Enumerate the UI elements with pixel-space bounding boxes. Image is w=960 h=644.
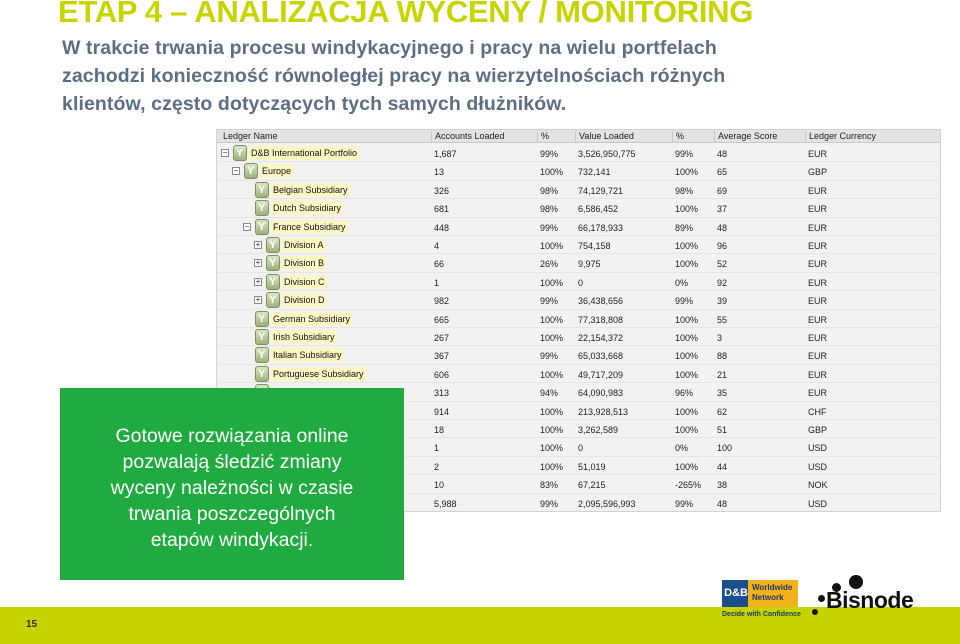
callout-line: pozwalają śledzić zmiany [122,451,342,473]
dnb-tagline: Decide with Confidence [722,611,801,618]
accounts-percent-cell: 99% [540,351,559,362]
expand-icon[interactable]: + [255,276,261,286]
table-row[interactable] [217,273,940,291]
accounts-percent-cell: 26% [540,259,559,270]
ledger-currency-cell: EUR [808,277,828,288]
accounts-percent-cell: 99% [540,498,559,509]
ledger-node-icon [266,255,280,271]
table-row[interactable] [217,310,940,328]
page-number: 15 [26,619,38,630]
value-percent-cell: 0% [675,277,689,288]
average-score-cell: 92 [717,277,728,288]
accounts-loaded-cell: 606 [434,369,450,380]
dnb-network-label [748,580,798,607]
value-loaded-cell: 213,928,513 [578,406,629,417]
ledger-currency-cell: EUR [808,222,828,233]
ledger-currency-cell: EUR [808,388,828,399]
value-loaded-cell: 22,154,372 [578,333,624,343]
table-row[interactable] [217,365,940,383]
accounts-percent-cell: 100% [540,333,564,343]
average-score-cell: 3 [717,333,723,343]
ledger-node-icon [266,274,280,290]
average-score-cell: 62 [717,406,728,417]
accounts-percent-cell: 98% [540,185,559,196]
ledger-currency-cell: EUR [808,369,828,380]
average-score-cell: 65 [717,167,728,178]
accounts-percent-cell: 99% [540,149,559,159]
ledger-currency-cell: GBP [808,167,828,178]
accounts-loaded-cell: 681 [434,204,450,215]
callout-line: etapów windykacji. [150,529,314,551]
ledger-name: Division C [284,276,325,287]
accounts-percent-cell: 100% [540,369,564,380]
value-percent-cell: 100% [675,425,699,435]
table-row[interactable] [217,291,940,309]
value-loaded-cell: 64,090,983 [578,388,624,399]
ledger-currency-cell: EUR [808,241,828,251]
average-score-cell: 96 [717,241,728,251]
accounts-loaded-cell: 665 [434,314,450,325]
ledger-name: Division D [284,295,325,306]
expand-icon[interactable]: + [255,295,261,305]
value-percent-cell: 99% [675,296,694,307]
accounts-percent-cell: 100% [540,443,564,454]
value-loaded-cell: 6,586,452 [578,204,619,215]
table-row[interactable] [217,218,940,236]
value-percent-cell: 0% [675,443,689,454]
value-percent-cell: -265% [675,480,702,491]
ledger-node-icon [255,347,269,363]
accounts-loaded-cell: 5,988 [434,498,457,509]
value-percent-cell: 100% [675,333,699,343]
ledger-name: Europe [262,166,292,177]
accounts-loaded-cell: 313 [434,388,450,399]
value-percent-cell: 100% [675,351,699,362]
average-score-cell: 44 [717,461,728,472]
average-score-cell: 37 [717,204,728,215]
table-row[interactable] [217,162,940,180]
accounts-loaded-cell: 1 [434,443,440,454]
average-score-cell: 21 [717,369,728,380]
average-score-cell: 48 [717,498,728,509]
accounts-loaded-cell: 267 [434,333,450,343]
accounts-percent-cell: 100% [540,314,564,325]
intro-line: zachodzi konieczność równoległej pracy na wierzytelnościach różnych [62,65,726,87]
ledger-currency-cell: EUR [808,185,828,196]
column-header[interactable]: Ledger Currency [805,131,876,143]
accounts-loaded-cell: 914 [434,406,450,417]
average-score-cell: 39 [717,296,728,307]
ledger-name: Division B [284,258,325,269]
accounts-percent-cell: 100% [540,167,564,178]
ledger-currency-cell: EUR [808,296,828,307]
column-header[interactable]: Value Loaded [575,131,634,143]
value-loaded-cell: 3,262,589 [578,425,619,435]
column-header[interactable]: % [537,131,549,143]
average-score-cell: 55 [717,314,728,325]
average-score-cell: 35 [717,388,728,399]
accounts-loaded-cell: 4 [434,241,440,251]
callout-text [68,423,396,553]
table-row[interactable] [217,144,940,162]
value-loaded-cell: 67,215 [578,480,606,491]
accounts-loaded-cell: 10 [434,480,445,491]
average-score-cell: 52 [717,259,728,270]
grid-header [217,130,940,143]
ledger-name: Italian Subsidiary [273,350,342,361]
accounts-loaded-cell: 1 [434,277,440,288]
value-loaded-cell: 51,019 [578,461,606,472]
value-loaded-cell: 49,717,209 [578,369,624,380]
average-score-cell: 48 [717,149,728,159]
value-percent-cell: 89% [675,222,694,233]
accounts-loaded-cell: 1,687 [434,149,457,159]
value-percent-cell: 100% [675,167,699,178]
ledger-currency-cell: EUR [808,204,828,215]
ledger-currency-cell: EUR [808,149,828,159]
column-header[interactable]: Accounts Loaded [431,131,505,143]
value-loaded-cell: 9,975 [578,259,601,270]
value-percent-cell: 100% [675,406,699,417]
value-loaded-cell: 77,318,808 [578,314,624,325]
ledger-currency-cell: EUR [808,259,828,270]
column-header[interactable]: Ledger Name [223,131,278,141]
accounts-percent-cell: 100% [540,277,564,288]
ledger-node-icon [255,200,269,216]
average-score-cell: 100 [717,443,733,454]
column-header[interactable]: Average Score [714,131,777,143]
ledger-name: Dutch Subsidiary [273,203,342,214]
accounts-percent-cell: 83% [540,480,559,491]
ledger-name: German Subsidiary [273,313,351,324]
ledger-name: France Subsidiary [273,221,346,232]
ledger-currency-cell: EUR [808,314,828,325]
callout-line: Gotowe rozwiązania online [115,425,349,447]
value-loaded-cell: 3,526,950,775 [578,149,636,159]
average-score-cell: 69 [717,185,728,196]
accounts-loaded-cell: 326 [434,185,450,196]
callout-line: wyceny należności w czasie [110,477,354,499]
column-header[interactable]: % [672,131,684,143]
value-percent-cell: 100% [675,461,699,472]
average-score-cell: 48 [717,222,728,233]
value-percent-cell: 98% [675,185,694,196]
ledger-currency-cell: EUR [808,333,828,343]
ledger-name: D&B International Portfolio [251,148,358,158]
value-loaded-cell: 2,095,596,993 [578,498,636,509]
ledger-node-icon [255,311,269,327]
intro-line: klientów, często dotyczących tych samych dłużników. [62,93,567,115]
table-row[interactable] [217,236,940,254]
table-row[interactable] [217,328,940,346]
value-loaded-cell: 732,141 [578,167,611,178]
accounts-percent-cell: 98% [540,204,559,215]
dnb-network-line: Network [752,593,784,602]
ledger-node-icon [266,237,280,253]
ledger-currency-cell: USD [808,443,828,454]
collapse-icon[interactable]: − [222,148,228,157]
ledger-currency-cell: USD [808,498,828,509]
ledger-node-icon [255,329,269,345]
value-percent-cell: 100% [675,259,699,270]
value-loaded-cell: 36,438,656 [578,296,624,307]
accounts-loaded-cell: 367 [434,351,450,362]
ledger-currency-cell: USD [808,461,828,472]
accounts-percent-cell: 94% [540,388,559,399]
slide-title: ETAP 4 – ANALIZACJA WYCENY / MONITORING [58,0,754,29]
callout-box [60,388,404,580]
value-percent-cell: 99% [675,149,694,159]
value-loaded-cell: 0 [578,277,584,288]
table-row[interactable] [217,199,940,217]
accounts-loaded-cell: 18 [434,425,445,435]
ledger-node-icon [244,163,258,179]
value-loaded-cell: 66,178,933 [578,222,624,233]
accounts-loaded-cell: 2 [434,461,440,472]
expand-icon[interactable]: + [255,240,261,249]
intro-line: W trakcie trwania procesu windykacyjnego i pracy na wielu portfelach [62,37,717,59]
average-score-cell: 88 [717,351,728,362]
average-score-cell: 51 [717,425,728,435]
ledger-node-icon [255,366,269,382]
accounts-loaded-cell: 13 [434,167,445,178]
ledger-node-icon [255,182,269,198]
accounts-loaded-cell: 66 [434,259,445,270]
ledger-currency-cell: NOK [808,480,828,491]
accounts-percent-cell: 99% [540,222,559,233]
ledger-name: Belgian Subsidiary [273,184,348,195]
collapse-icon[interactable]: − [233,166,239,176]
value-loaded-cell: 754,158 [578,241,611,251]
table-row[interactable] [217,346,940,364]
accounts-percent-cell: 100% [540,461,564,472]
accounts-loaded-cell: 448 [434,222,450,233]
value-loaded-cell: 74,129,721 [578,185,624,196]
accounts-percent-cell: 100% [540,406,564,417]
value-percent-cell: 96% [675,388,694,399]
ledger-node-icon [255,219,269,235]
intro-text [62,34,942,118]
value-loaded-cell: 0 [578,443,584,454]
value-percent-cell: 100% [675,241,699,251]
accounts-percent-cell: 100% [540,241,564,251]
callout-line: trwania poszczególnych [128,503,336,525]
ledger-name: Portuguese Subsidiary [273,368,364,379]
bisnode-logo: Bisnode [826,587,914,613]
ledger-currency-cell: GBP [808,425,828,435]
dnb-logo [722,580,798,608]
value-percent-cell: 100% [675,314,699,325]
ledger-node-icon [233,145,247,161]
accounts-percent-cell: 100% [540,425,564,435]
dnb-mark: D&B [722,580,750,607]
dnb-network-line: Worldwide [752,583,793,592]
ledger-name: Division A [284,240,324,250]
table-row[interactable] [217,254,940,272]
ledger-name: Irish Subsidiary [273,332,335,342]
ledger-node-icon [266,292,280,308]
expand-icon[interactable]: + [255,258,261,268]
table-row[interactable] [217,181,940,199]
value-percent-cell: 100% [675,204,699,215]
accounts-loaded-cell: 982 [434,296,450,307]
average-score-cell: 38 [717,480,728,491]
collapse-icon[interactable]: − [244,221,250,231]
accounts-percent-cell: 99% [540,296,559,307]
value-percent-cell: 99% [675,498,694,509]
value-loaded-cell: 65,033,668 [578,351,624,362]
ledger-currency-cell: EUR [808,351,828,362]
ledger-currency-cell: CHF [808,406,827,417]
value-percent-cell: 100% [675,369,699,380]
